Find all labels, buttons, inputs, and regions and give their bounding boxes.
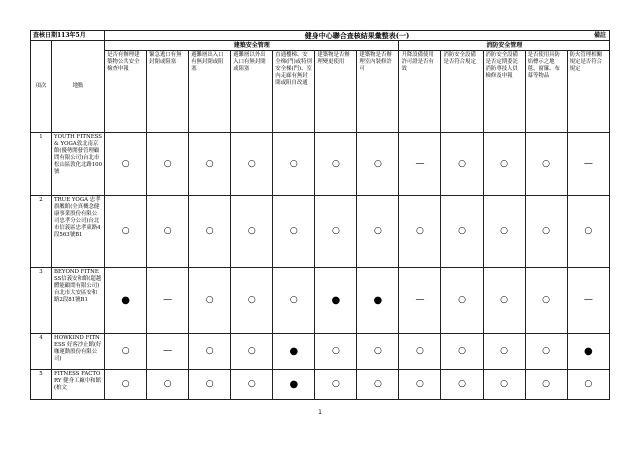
result-ok-icon: ○ <box>231 196 273 268</box>
result-ok-icon: ○ <box>315 334 357 370</box>
result-ok-icon: ○ <box>441 334 483 370</box>
result-ok-icon: ○ <box>483 370 525 400</box>
result-ok-icon: ○ <box>357 334 399 370</box>
result-ok-icon: ○ <box>189 268 231 334</box>
inspection-date: 查核日期113年5月 <box>31 31 105 41</box>
result-ok-icon: ○ <box>483 268 525 334</box>
result-ok-icon: ○ <box>441 370 483 400</box>
result-ok-icon: ○ <box>441 133 483 196</box>
col-header: 直通樓梯、安全梯(門)或特別安全梯(門)、室內走廊有無封閉或阻自改通 <box>273 51 315 133</box>
result-ok-icon: ○ <box>231 133 273 196</box>
result-na-icon: — <box>567 133 609 196</box>
col-header: 升降設備使用許可證是否有效 <box>399 51 441 133</box>
result-ok-icon: ○ <box>315 370 357 400</box>
result-ok-icon: ○ <box>525 268 567 334</box>
inspection-table <box>30 30 610 400</box>
venue-name: HOWKIND FITNESS 好客沙止館(好咖運動股份有限公司) <box>52 334 105 370</box>
table-row <box>31 196 610 268</box>
result-ok-icon: ○ <box>189 370 231 400</box>
venue-name: FITNESS FACTORY 健身工廠中和館(柏文 <box>52 370 105 400</box>
result-ok-icon: ○ <box>357 133 399 196</box>
result-ok-icon: ○ <box>147 370 189 400</box>
group-header-fire: 消防安全管理 <box>399 41 610 51</box>
col-header: 消防安全設備是否符合規定 <box>441 51 483 133</box>
result-ok-icon: ○ <box>441 268 483 334</box>
result-ok-icon: ○ <box>315 196 357 268</box>
result-ok-icon: ○ <box>189 334 231 370</box>
col-header: 避難層以外出入口有無封閉或阻塞 <box>231 51 273 133</box>
row-number: 4 <box>31 334 52 370</box>
result-ok-icon: ○ <box>357 370 399 400</box>
group-header-building: 建築安全管理 <box>105 41 399 51</box>
result-ok-icon: ○ <box>273 268 315 334</box>
row-number: 2 <box>31 196 52 268</box>
result-ok-icon: ○ <box>399 196 441 268</box>
col-header: 是否有辦理建築物公共安全檢查申報 <box>105 51 147 133</box>
result-ok-icon: ○ <box>483 133 525 196</box>
page-number: 1 <box>318 409 322 416</box>
col-header: 防火管理相關規定是否符合規定 <box>567 51 609 133</box>
table-row <box>31 268 610 334</box>
row-number: 1 <box>31 133 52 196</box>
result-ok-icon: ○ <box>105 334 147 370</box>
result-ok-icon: ○ <box>567 370 609 400</box>
result-na-icon: — <box>399 133 441 196</box>
result-fail-icon: ● <box>273 334 315 370</box>
result-fail-icon: ● <box>357 268 399 334</box>
result-ok-icon: ○ <box>231 334 273 370</box>
venue-name: YOUTH FITNESS & YOGA敦北南京館(優勢開發管理顧問有限公司)台北市松山區敦化北路100號 <box>52 133 105 196</box>
result-ok-icon: ○ <box>189 196 231 268</box>
result-ok-icon: ○ <box>315 133 357 196</box>
result-ok-icon: ○ <box>273 133 315 196</box>
result-ok-icon: ○ <box>231 268 273 334</box>
table-row <box>31 334 610 370</box>
result-ok-icon: ○ <box>105 370 147 400</box>
result-ok-icon: ○ <box>273 196 315 268</box>
result-fail-icon: ● <box>567 334 609 370</box>
col-header-venue: 地點 <box>52 41 105 133</box>
col-header: 緊急逃口有無封閉或阻塞 <box>147 51 189 133</box>
result-ok-icon: ○ <box>567 196 609 268</box>
result-ok-icon: ○ <box>483 196 525 268</box>
result-na-icon: — <box>147 334 189 370</box>
col-header: 消防安全設備是否定期委託消防專技人員檢修及申報 <box>483 51 525 133</box>
remarks-label: 備註 <box>593 32 606 39</box>
col-header-no: 項次 <box>31 41 52 133</box>
table-title <box>105 31 610 41</box>
result-fail-icon: ● <box>315 268 357 334</box>
table-body <box>31 133 610 400</box>
result-fail-icon: ● <box>105 268 147 334</box>
result-ok-icon: ○ <box>357 196 399 268</box>
result-ok-icon: ○ <box>483 334 525 370</box>
table-row <box>31 370 610 400</box>
result-ok-icon: ○ <box>525 196 567 268</box>
table-row <box>31 133 610 196</box>
result-ok-icon: ○ <box>105 196 147 268</box>
col-header: 是否使用具防焰標示之地毯、窗簾、布幕等物品 <box>525 51 567 133</box>
col-header: 避難層出入口有無封閉或阻塞 <box>189 51 231 133</box>
result-ok-icon: ○ <box>147 133 189 196</box>
result-ok-icon: ○ <box>441 196 483 268</box>
result-ok-icon: ○ <box>105 133 147 196</box>
row-number: 3 <box>31 268 52 334</box>
result-ok-icon: ○ <box>525 334 567 370</box>
result-ok-icon: ○ <box>525 370 567 400</box>
result-fail-icon: ● <box>273 370 315 400</box>
title-text: 健身中心聯合查核結果彙整表(一) <box>304 31 410 40</box>
result-ok-icon: ○ <box>399 334 441 370</box>
row-number: 5 <box>31 370 52 400</box>
result-ok-icon: ○ <box>231 370 273 400</box>
result-ok-icon: ○ <box>189 133 231 196</box>
col-header: 建築物是否辦理室內裝修許可 <box>357 51 399 133</box>
result-na-icon: — <box>399 268 441 334</box>
result-na-icon: — <box>567 268 609 334</box>
venue-name: TRUE YOGA 忠孝旗艦館(全真概念健康事業股份有限公司忠孝分公司)台北市信義區忠孝東路4段563號B1 <box>52 196 105 268</box>
result-na-icon: — <box>147 268 189 334</box>
result-ok-icon: ○ <box>525 133 567 196</box>
venue-name: BEYOND FITNESS信義安和館(超越體能顧問有限公司)台北市大安區安和路2段81號B1 <box>52 268 105 334</box>
result-ok-icon: ○ <box>399 370 441 400</box>
col-header: 建築物是否辦理變更使用 <box>315 51 357 133</box>
result-ok-icon: ○ <box>147 196 189 268</box>
